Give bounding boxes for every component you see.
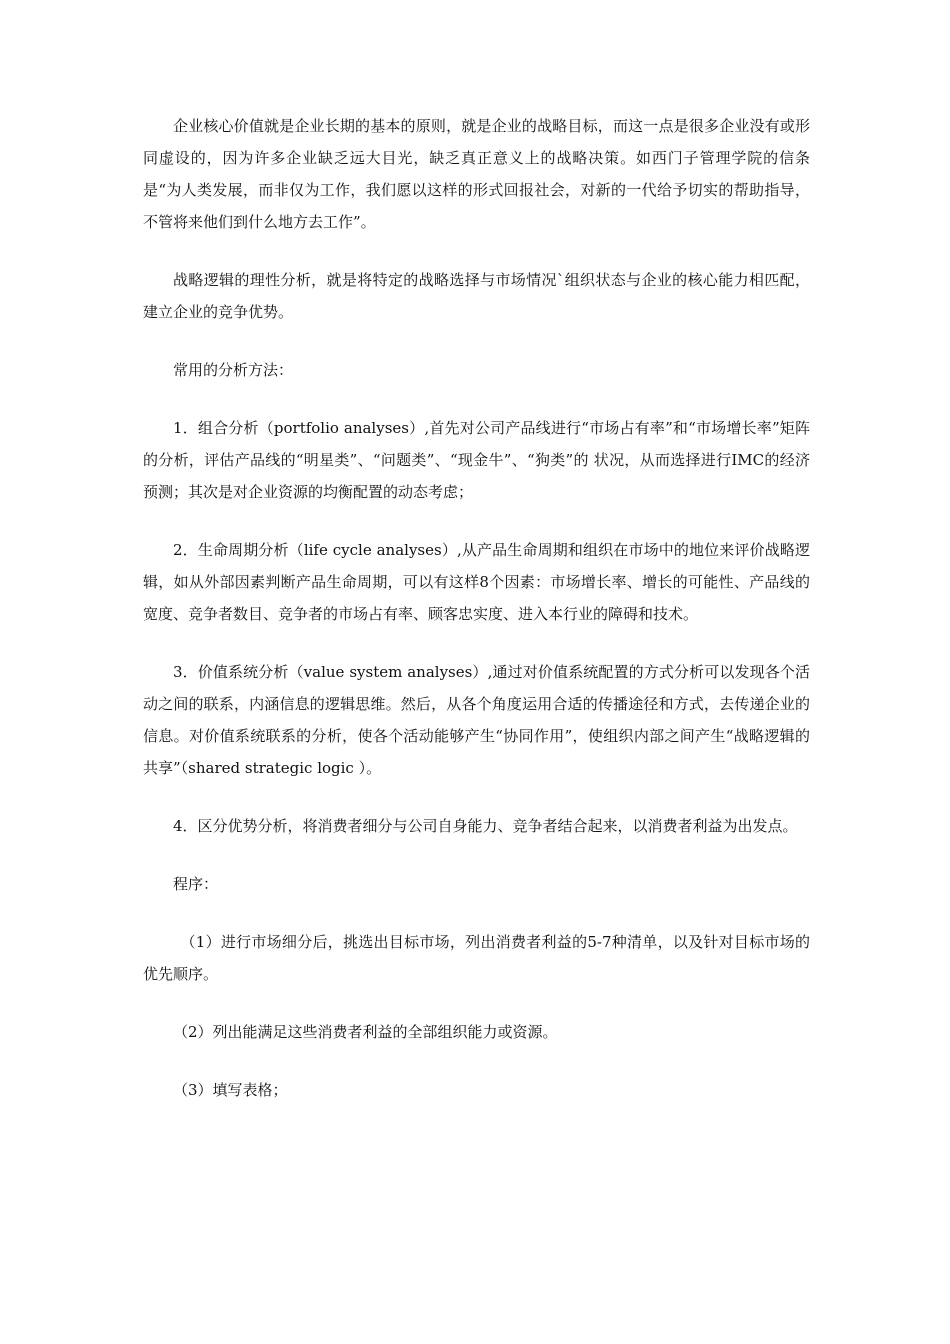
paragraph-differentiation-analysis: 4．区分优势分析，将消费者细分与公司自身能力、竞争者结合起来，以消费者利益为出发点。	[173, 817, 798, 835]
procedure-step-1: （1）进行市场细分后，挑选出目标市场，列出消费者利益的5-7种清单，以及针对目标市场的优先顺序。	[143, 933, 810, 983]
paragraph-core-values: 企业核心价值就是企业长期的基本的原则，就是企业的战略目标，而这一点是很多企业没有或形同虚设的，因为许多企业缺乏远大目光，缺乏真正意义上的战略决策。如西门子管理学院的信条是“为人类发展，而非仅为工作，我们愿以这样的形式回报社会，对新的一代给予切实的帮助指导，不管将来他们到什么地方去工作”。	[143, 117, 810, 231]
paragraph-life-cycle-analysis: 2．生命周期分析（life cycle analyses）,从产品生命周期和组织在市场中的地位来评价战略逻辑，如从外部因素判断产品生命周期，可以有这样8个因素：市场增长率、增长的可能性、产品线的宽度、竞争者数目、竞争者的市场占有率、顾客忠实度、进入本行业的障碍和技术。	[143, 541, 810, 623]
paragraph-value-system-analysis: 3．价值系统分析（value system analyses）,通过对价值系统配置的方式分析可以发现各个活动之间的联系，内涵信息的逻辑思维。然后，从各个角度运用合适的传播途径和方式，去传递企业的信息。对价值系统联系的分析，使各个活动能够产生“协同作用”，使组织内部之间产生“战略逻辑的共享”（shared strategic logic ）。	[143, 663, 810, 777]
procedure-step-3: （3）填写表格；	[173, 1081, 288, 1099]
document-body	[143, 110, 810, 1132]
paragraph-procedure-heading: 程序：	[173, 875, 219, 893]
paragraph-methods-heading: 常用的分析方法：	[173, 361, 294, 379]
paragraph-portfolio-analysis: 1．组合分析（portfolio analyses）,首先对公司产品线进行“市场占有率”和“市场增长率”矩阵的分析，评估产品线的“明星类”、“问题类”、“现金牛”、“狗类”的 状况，从而选择进行IMC的经济预测；其次是对企业资源的均衡配置的动态考虑；	[143, 419, 810, 501]
procedure-step-2: （2）列出能满足这些消费者利益的全部组织能力或资源。	[173, 1023, 558, 1041]
paragraph-strategic-logic: 战略逻辑的理性分析，就是将特定的战略选择与市场情况`组织状态与企业的核心能力相匹配，建立企业的竞争优势。	[143, 271, 810, 321]
